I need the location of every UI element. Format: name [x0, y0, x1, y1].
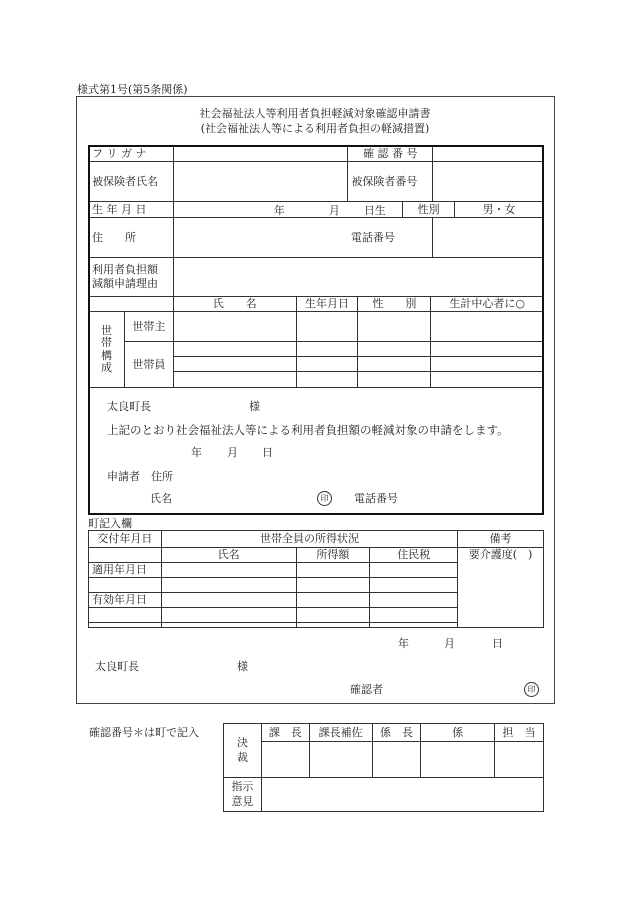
income-row-2-name[interactable] [161, 578, 296, 593]
remarks-label: 備考 [458, 531, 544, 548]
confirmer-seal: 印 [524, 682, 539, 697]
instruction-field[interactable] [261, 778, 543, 812]
dob-year: 年 [273, 204, 285, 217]
form-title: 社会福祉法人等利用者負担軽減対象確認申請書 [199, 107, 431, 120]
furigana-label: フ リ ガ ナ [89, 146, 174, 162]
office-mayor: 太良町長 [95, 660, 139, 673]
role-assistant-chief: 課長補佐 [309, 724, 372, 742]
valid-date-field[interactable] [89, 608, 162, 623]
household-col-name: 氏 名 [173, 297, 296, 312]
income-row-4-tax[interactable] [370, 608, 458, 623]
applicant-phone-label: 電話番号 [354, 492, 398, 505]
income-row-4-name[interactable] [161, 608, 296, 623]
office-sama: 様 [237, 660, 248, 673]
declaration-sama: 様 [249, 400, 260, 413]
household-col-dob: 生年月日 [296, 297, 358, 312]
issue-date-label: 交付年月日 [89, 531, 162, 548]
income-row-4-amount[interactable] [296, 608, 370, 623]
valid-date-label: 有効年月日 [89, 593, 162, 608]
household-col-main-earner: 生計中心者に○ [431, 297, 544, 312]
income-col-amount: 所得額 [296, 548, 370, 563]
confirm-no-label: 確 認 番 号 [348, 146, 433, 162]
role-subsection-chief: 係 長 [372, 724, 421, 742]
role-in-charge: 担 当 [495, 724, 544, 742]
confirmer-label: 確認者 [350, 683, 383, 696]
income-col-name: 氏名 [161, 548, 296, 563]
income-row-1-name[interactable] [161, 563, 296, 578]
declaration-mayor: 太良町長 [107, 400, 151, 413]
applicant-address-label: 申請者 住所 [107, 470, 173, 483]
stamp-assistant-chief[interactable] [309, 742, 372, 778]
issue-date-field[interactable] [89, 548, 162, 563]
income-row-3-amount[interactable] [296, 593, 370, 608]
household-label: 世 帯 構 成 [89, 312, 125, 388]
income-col-tax: 住民税 [370, 548, 458, 563]
seal-stamp: 印 [317, 491, 332, 506]
stamp-staff[interactable] [421, 742, 495, 778]
office-table [88, 530, 544, 628]
care-level-label: 要介護度( ) [468, 548, 533, 561]
office-date-day: 日 [492, 637, 503, 650]
office-spacer [370, 623, 458, 628]
dob-label: 生 年 月 日 [89, 202, 174, 218]
dob-month: 月 [328, 204, 340, 217]
income-row-3-name[interactable] [161, 593, 296, 608]
stamp-in-charge[interactable] [495, 742, 544, 778]
confirm-number-note: 確認番号＊は町で記入 [89, 726, 199, 739]
gender-value[interactable]: 男・女 [455, 202, 544, 218]
applicant-name-label: 氏名 [150, 492, 172, 505]
gender-label: 性別 [403, 202, 455, 218]
office-date-month: 月 [444, 637, 455, 650]
office-section-title: 町記入欄 [88, 517, 132, 530]
office-spacer [161, 623, 296, 628]
declaration-date-day: 日 [262, 446, 273, 459]
form-subtitle: (社会福祉法人等による利用者負担の軽減措置) [200, 122, 430, 135]
declaration-date-month: 月 [227, 446, 238, 459]
role-staff: 係 [421, 724, 495, 742]
office-spacer [296, 623, 370, 628]
reason-label-line1: 利用者負担額 [92, 263, 158, 277]
apply-date-field[interactable] [89, 578, 162, 593]
form-number: 様式第1号(第5条関係) [77, 83, 188, 96]
office-date-year: 年 [398, 637, 409, 650]
application-frame [88, 145, 544, 515]
income-row-2-tax[interactable] [370, 578, 458, 593]
apply-date-label: 適用年月日 [89, 563, 162, 578]
insured-name-label: 被保険者氏名 [89, 162, 174, 202]
declaration-text: 上記のとおり社会福祉法人等による利用者負担額の軽減対象の申請をします。 [107, 423, 509, 437]
office-spacer [89, 623, 162, 628]
household-member-label: 世帯員 [124, 342, 173, 388]
address-label: 住 所 [89, 218, 174, 258]
household-col-gender: 性 別 [358, 297, 431, 312]
care-level-cell[interactable] [458, 548, 544, 628]
household-head-label: 世帯主 [124, 312, 173, 342]
income-row-2-amount[interactable] [296, 578, 370, 593]
insured-no-label: 被保険者番号 [348, 162, 433, 202]
role-section-chief: 課 長 [261, 724, 309, 742]
stamp-subsection-chief[interactable] [372, 742, 421, 778]
decision-label: 決 裁 [224, 724, 262, 778]
instruction-label: 指示 意見 [224, 778, 262, 812]
approval-table [223, 723, 544, 812]
reason-label-line2: 減額申請理由 [92, 277, 158, 290]
phone-label: 電話番号 [348, 218, 433, 258]
stamp-section-chief[interactable] [261, 742, 309, 778]
income-status-label: 世帯全員の所得状況 [161, 531, 457, 548]
income-row-1-tax[interactable] [370, 563, 458, 578]
dob-day: 日生 [363, 204, 386, 217]
income-row-3-tax[interactable] [370, 593, 458, 608]
declaration-date-year: 年 [191, 446, 202, 459]
income-row-1-amount[interactable] [296, 563, 370, 578]
